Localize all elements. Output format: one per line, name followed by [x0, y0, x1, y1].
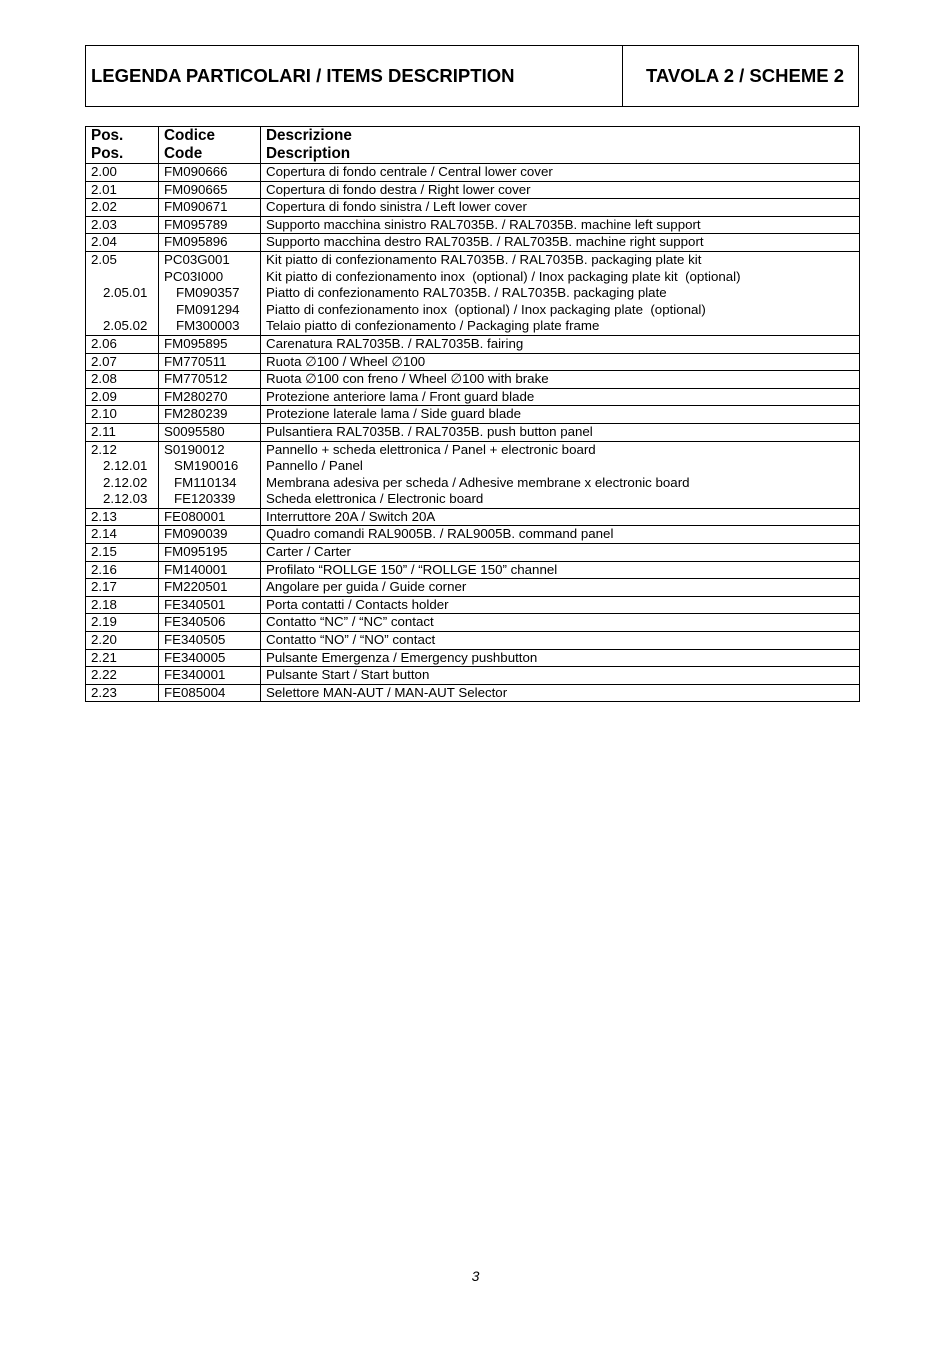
- desc-text: Copertura di fondo destra / Right lower cover: [266, 181, 531, 197]
- desc-text: Ruota ∅100 / Wheel ∅100: [266, 353, 426, 369]
- code-text: FM095896: [164, 234, 228, 250]
- cell-pos: [86, 199, 159, 217]
- cell-desc: [261, 353, 860, 371]
- code-text: FM770511: [164, 353, 227, 369]
- desc-text: Pulsante Start / Start button: [266, 667, 430, 683]
- pos-text: 2.08: [91, 371, 117, 387]
- cell-code: [159, 371, 261, 389]
- desc-text: Contatto “NO” / “NO” contact: [266, 632, 436, 648]
- code-text: FE085004: [164, 684, 226, 700]
- items-table: [85, 126, 860, 702]
- cell-desc: [261, 596, 860, 614]
- cell-code: [159, 684, 261, 702]
- table-row: [86, 406, 860, 424]
- code-text: FE340001: [164, 667, 226, 683]
- pos-text: 2.10: [91, 406, 117, 422]
- cell-pos: [86, 234, 159, 252]
- header-code-en: Code: [164, 145, 203, 162]
- cell-desc: [261, 526, 860, 544]
- code-text: SM190016: [174, 458, 239, 474]
- cell-pos: [86, 579, 159, 597]
- code-text: FM090666: [164, 164, 228, 179]
- pos-text: 2.05.02: [103, 318, 148, 334]
- cell-desc: [261, 164, 860, 182]
- desc-text: Interruttore 20A / Switch 20A: [266, 508, 436, 524]
- pos-text: 2.12.01: [103, 458, 148, 474]
- cell-code: [159, 614, 261, 632]
- cell-desc: [261, 561, 860, 579]
- code-text: FE340501: [164, 596, 226, 612]
- cell-pos: [86, 423, 159, 441]
- table-row: [86, 632, 860, 650]
- desc-text: Copertura di fondo centrale / Central lower cover: [266, 164, 553, 179]
- cell-pos: [86, 667, 159, 685]
- cell-code: [159, 649, 261, 667]
- header-pos-en: Pos.: [91, 145, 124, 162]
- desc-text: Protezione laterale lama / Side guard blade: [266, 406, 522, 422]
- desc-text: Porta contatti / Contacts holder: [266, 596, 449, 612]
- pos-text: 2.05: [91, 251, 117, 267]
- cell-pos: [86, 353, 159, 371]
- code-text: FM090039: [164, 526, 228, 542]
- pos-text: 2.04: [91, 234, 117, 250]
- cell-code: [159, 544, 261, 562]
- cell-pos: [86, 614, 159, 632]
- cell-code: [159, 181, 261, 199]
- cell-pos: [86, 388, 159, 406]
- desc-text: Contatto “NC” / “NC” contact: [266, 614, 434, 630]
- code-text: FM095789: [164, 216, 228, 232]
- header-pos-it: Pos.: [91, 127, 124, 144]
- page-number: 3: [471, 1268, 480, 1284]
- pos-text: 2.17: [91, 579, 117, 595]
- cell-pos: [86, 371, 159, 389]
- code-text: FE340505: [164, 632, 226, 648]
- desc-text: Protezione anteriore lama / Front guard blade: [266, 388, 535, 404]
- table-row: [86, 596, 860, 614]
- cell-desc: [261, 216, 860, 234]
- header-desc-en: Description: [266, 145, 351, 162]
- table-row: [86, 667, 860, 685]
- cell-pos: [86, 335, 159, 353]
- desc-text: Piatto di confezionamento RAL7035B. / RAL7035B. packaging plate: [266, 285, 667, 301]
- cell-desc: [261, 544, 860, 562]
- cell-code: [159, 596, 261, 614]
- header-desc-it: Descrizione: [266, 127, 352, 144]
- code-text: FM091294: [176, 301, 240, 317]
- desc-text: Pannello / Panel: [266, 458, 363, 474]
- pos-text: 2.12.02: [103, 474, 148, 490]
- cell-pos: [86, 251, 159, 335]
- desc-text: Quadro comandi RAL9005B. / RAL9005B. command panel: [266, 526, 614, 542]
- cell-code: [159, 579, 261, 597]
- pos-text: 2.00: [91, 164, 117, 179]
- cell-desc: [261, 371, 860, 389]
- scheme-label: TAVOLA 2 / SCHEME 2: [645, 65, 844, 86]
- table-row: [86, 371, 860, 389]
- cell-desc: [261, 667, 860, 685]
- pos-text: 2.07: [91, 353, 117, 369]
- table-row: [86, 164, 860, 182]
- code-text: FM300003: [176, 318, 240, 334]
- cell-code: [159, 441, 261, 508]
- desc-text: Piatto di confezionamento inox (optional) / Inox packaging plate (optional): [266, 301, 706, 317]
- table-row: [86, 216, 860, 234]
- cell-desc: [261, 251, 860, 335]
- cell-pos: [86, 632, 159, 650]
- pos-text: 2.11: [91, 423, 116, 439]
- desc-text: Kit piatto di confezionamento RAL7035B. / RAL7035B. packaging plate kit: [266, 251, 702, 267]
- code-text: FM280270: [164, 388, 228, 404]
- header-code: [159, 127, 261, 164]
- code-text: FM110134: [174, 474, 237, 490]
- desc-text: Pannello + scheda elettronica / Panel + electronic board: [266, 441, 596, 457]
- code-text: S0190012: [164, 441, 225, 457]
- desc-text: Scheda elettronica / Electronic board: [266, 491, 484, 507]
- pos-text: 2.19: [91, 614, 117, 630]
- cell-pos: [86, 649, 159, 667]
- cell-code: [159, 251, 261, 335]
- pos-text: 2.12.03: [103, 491, 148, 507]
- cell-desc: [261, 181, 860, 199]
- pos-text: 2.16: [91, 561, 117, 577]
- pos-text: 2.12: [91, 441, 117, 457]
- code-text: FE340506: [164, 614, 226, 630]
- cell-code: [159, 164, 261, 182]
- desc-text: Carenatura RAL7035B. / RAL7035B. fairing: [266, 335, 524, 351]
- desc-text: Ruota ∅100 con freno / Wheel ∅100 with brake: [266, 371, 549, 387]
- pos-text: 2.21: [91, 649, 117, 665]
- cell-desc: [261, 632, 860, 650]
- code-text: FM220501: [164, 579, 228, 595]
- table-row: [86, 561, 860, 579]
- cell-code: [159, 508, 261, 526]
- pos-text: 2.05.01: [103, 285, 148, 301]
- cell-desc: [261, 423, 860, 441]
- code-text: FM090665: [164, 181, 228, 197]
- pos-text: 2.02: [91, 199, 117, 215]
- cell-desc: [261, 234, 860, 252]
- code-text: FM095895: [164, 335, 228, 351]
- cell-desc: [261, 441, 860, 508]
- cell-pos: [86, 441, 159, 508]
- table-row: [86, 544, 860, 562]
- table-row: [86, 251, 860, 335]
- desc-text: Pulsantiera RAL7035B. / RAL7035B. push button panel: [266, 423, 593, 439]
- desc-text: Supporto macchina destro RAL7035B. / RAL7035B. machine right support: [266, 234, 704, 250]
- table-row: [86, 579, 860, 597]
- cell-desc: [261, 579, 860, 597]
- code-text: FM140001: [164, 561, 228, 577]
- code-text: FM280239: [164, 406, 228, 422]
- cell-desc: [261, 388, 860, 406]
- desc-text: Profilato “ROLLGE 150” / “ROLLGE 150” channel: [266, 561, 558, 577]
- cell-code: [159, 632, 261, 650]
- code-text: PC03G001: [164, 251, 230, 267]
- desc-text: Carter / Carter: [266, 544, 351, 560]
- header-box: [85, 45, 859, 107]
- table-row: [86, 335, 860, 353]
- table-row: [86, 388, 860, 406]
- cell-desc: [261, 199, 860, 217]
- cell-pos: [86, 216, 159, 234]
- table-row: [86, 181, 860, 199]
- cell-code: [159, 234, 261, 252]
- table-row: [86, 508, 860, 526]
- cell-pos: [86, 526, 159, 544]
- code-text: FM090357: [176, 285, 240, 301]
- desc-text: Supporto macchina sinistro RAL7035B. / RAL7035B. machine left support: [266, 216, 701, 232]
- cell-code: [159, 561, 261, 579]
- desc-text: Membrana adesiva per scheda / Adhesive membrane x electronic board: [266, 474, 690, 490]
- code-text: PC03I000: [164, 268, 224, 284]
- desc-text: Copertura di fondo sinistra / Left lower cover: [266, 199, 527, 215]
- cell-code: [159, 423, 261, 441]
- cell-desc: [261, 406, 860, 424]
- table-row: [86, 684, 860, 702]
- code-text: S0095580: [164, 423, 225, 439]
- cell-code: [159, 199, 261, 217]
- table-header-row: [86, 127, 860, 164]
- cell-pos: [86, 561, 159, 579]
- pos-text: 2.14: [91, 526, 117, 542]
- code-text: FE120339: [174, 491, 236, 507]
- cell-pos: [86, 596, 159, 614]
- cell-code: [159, 526, 261, 544]
- desc-text: Pulsante Emergenza / Emergency pushbutton: [266, 649, 538, 665]
- cell-desc: [261, 335, 860, 353]
- header-desc: [261, 127, 860, 164]
- pos-text: [91, 302, 153, 319]
- pos-text: 2.22: [91, 667, 117, 683]
- header-pos: [86, 127, 159, 164]
- code-text: FE340005: [164, 649, 226, 665]
- desc-text: Angolare per guida / Guide corner: [266, 579, 467, 595]
- desc-text: Selettore MAN-AUT / MAN-AUT Selector: [266, 684, 508, 700]
- code-text: FM090671: [164, 199, 228, 215]
- document-title: LEGENDA PARTICOLARI / ITEMS DESCRIPTION: [86, 46, 623, 106]
- cell-code: [159, 388, 261, 406]
- cell-pos: [86, 181, 159, 199]
- pos-text: 2.06: [91, 335, 117, 351]
- code-text: FE080001: [164, 508, 226, 524]
- header-code-it: Codice: [164, 127, 215, 144]
- cell-pos: [86, 406, 159, 424]
- pos-text: 2.09: [91, 388, 117, 404]
- table-row: [86, 526, 860, 544]
- code-text: FM095195: [164, 544, 228, 560]
- table-row: [86, 423, 860, 441]
- cell-code: [159, 667, 261, 685]
- pos-text: [91, 269, 153, 286]
- code-text: FM770512: [164, 371, 228, 387]
- cell-desc: [261, 684, 860, 702]
- cell-code: [159, 216, 261, 234]
- desc-text: Kit piatto di confezionamento inox (optional) / Inox packaging plate kit (optional): [266, 268, 741, 284]
- pos-text: 2.18: [91, 596, 117, 612]
- pos-text: 2.01: [91, 181, 117, 197]
- desc-text: Telaio piatto di confezionamento / Packaging plate frame: [266, 318, 600, 334]
- cell-pos: [86, 684, 159, 702]
- cell-code: [159, 406, 261, 424]
- pos-text: 2.15: [91, 544, 117, 560]
- table-row: [86, 234, 860, 252]
- cell-code: [159, 353, 261, 371]
- table-row: [86, 441, 860, 508]
- cell-desc: [261, 649, 860, 667]
- cell-pos: [86, 164, 159, 182]
- cell-desc: [261, 508, 860, 526]
- table-row: [86, 614, 860, 632]
- pos-text: 2.23: [91, 684, 117, 700]
- cell-code: [159, 335, 261, 353]
- cell-desc: [261, 614, 860, 632]
- cell-pos: [86, 544, 159, 562]
- pos-text: 2.20: [91, 632, 117, 648]
- table-row: [86, 353, 860, 371]
- cell-pos: [86, 508, 159, 526]
- pos-text: 2.03: [91, 216, 117, 232]
- pos-text: 2.13: [91, 508, 117, 524]
- table-row: [86, 649, 860, 667]
- table-row: [86, 199, 860, 217]
